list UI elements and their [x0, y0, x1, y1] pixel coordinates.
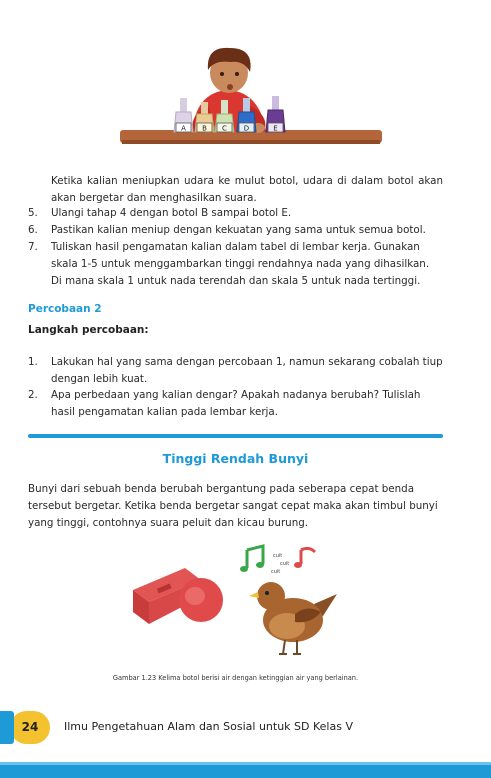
music-note-green-icon: [240, 546, 264, 572]
step-number: 7.: [28, 241, 38, 253]
step-line: skala 1-5 untuk menggambarkan tinggi rendahnya nada yang dihasilkan.: [51, 257, 430, 270]
step-text: [51, 222, 443, 239]
step-text: [51, 387, 443, 421]
steps-heading: Langkah percobaan:: [28, 324, 149, 336]
intro-paragraph: Ketika kalian meniupkan udara ke mulut botol, udara di dalam botol akan akan bergetar dan menghasilkan suara.: [51, 175, 443, 204]
step-number: 5.: [28, 207, 38, 219]
step-line: Ulangi tahap 4 dengan botol B sampai botol E.: [51, 207, 292, 219]
footer-left-tab: [0, 711, 14, 744]
step-line: hasil pengamatan kalian pada lembar kerja.: [51, 405, 278, 418]
page-number-badge: [10, 711, 50, 744]
bottle-label-b: B: [202, 124, 207, 133]
section-title: Tinggi Rendah Bunyi: [162, 451, 309, 466]
music-note-red-icon: [294, 548, 315, 568]
step-line: Di mana skala 1 untuk nada terendah dan skala 5 untuk nada tertinggi.: [51, 274, 421, 287]
step-line: Tuliskan hasil pengamatan kalian dalam tabel di lembar kerja. Gunakan: [51, 241, 420, 253]
paragraph-line: Bunyi dari sebuah benda berubah bergantung pada seberapa cepat benda: [28, 483, 415, 495]
whistle-bird-illustration: [125, 540, 355, 665]
step-text: [51, 354, 443, 388]
step-number: 1.: [28, 356, 38, 368]
bottle-label-a: A: [181, 124, 186, 133]
bottle-label-c: C: [222, 124, 227, 133]
whistle-icon: [133, 568, 223, 624]
step-text: [51, 205, 443, 222]
chirp-text: cuit: [280, 561, 290, 567]
paragraph-line: tersebut bergetar. Ketika benda bergetar sangat cepat maka akan timbul bunyi: [28, 499, 438, 512]
section-paragraph: [28, 481, 443, 531]
experiment-2-title: Percobaan 2: [28, 303, 102, 315]
bottle-label-d: D: [243, 124, 250, 133]
figure-caption: Gambar 1.23 Kelima botol berisi air dengan ketinggian air yang berlainan.: [112, 674, 359, 682]
step-text: [51, 239, 443, 289]
section-divider: [28, 434, 443, 438]
step-line: Lakukan hal yang sama dengan percobaan 1, namun sekarang cobalah tiup: [51, 356, 443, 368]
step-line: Apa perbedaan yang kalian dengar? Apakah nadanya berubah? Tulislah: [51, 389, 421, 401]
bird-icon: [249, 582, 337, 654]
chirp-text: cuit: [271, 569, 281, 575]
bottle-label-e: E: [273, 124, 278, 133]
step-line: Pastikan kalian meniup dengan kekuatan yang sama untuk semua botol.: [51, 224, 426, 236]
chirp-text: cuit: [273, 553, 283, 559]
footer-bar-highlight: [0, 762, 491, 765]
paragraph-line: yang tinggi, contohnya suara peluit dan kicau burung.: [28, 516, 309, 529]
step-number: 2.: [28, 389, 38, 401]
page-number: 24: [21, 720, 39, 734]
book-title: Ilmu Pengetahuan Alam dan Sosial untuk SD Kelas V: [64, 720, 353, 733]
boy-bottles-illustration: [110, 40, 390, 170]
step-line: dengan lebih kuat.: [51, 372, 148, 385]
step-number: 6.: [28, 224, 38, 236]
